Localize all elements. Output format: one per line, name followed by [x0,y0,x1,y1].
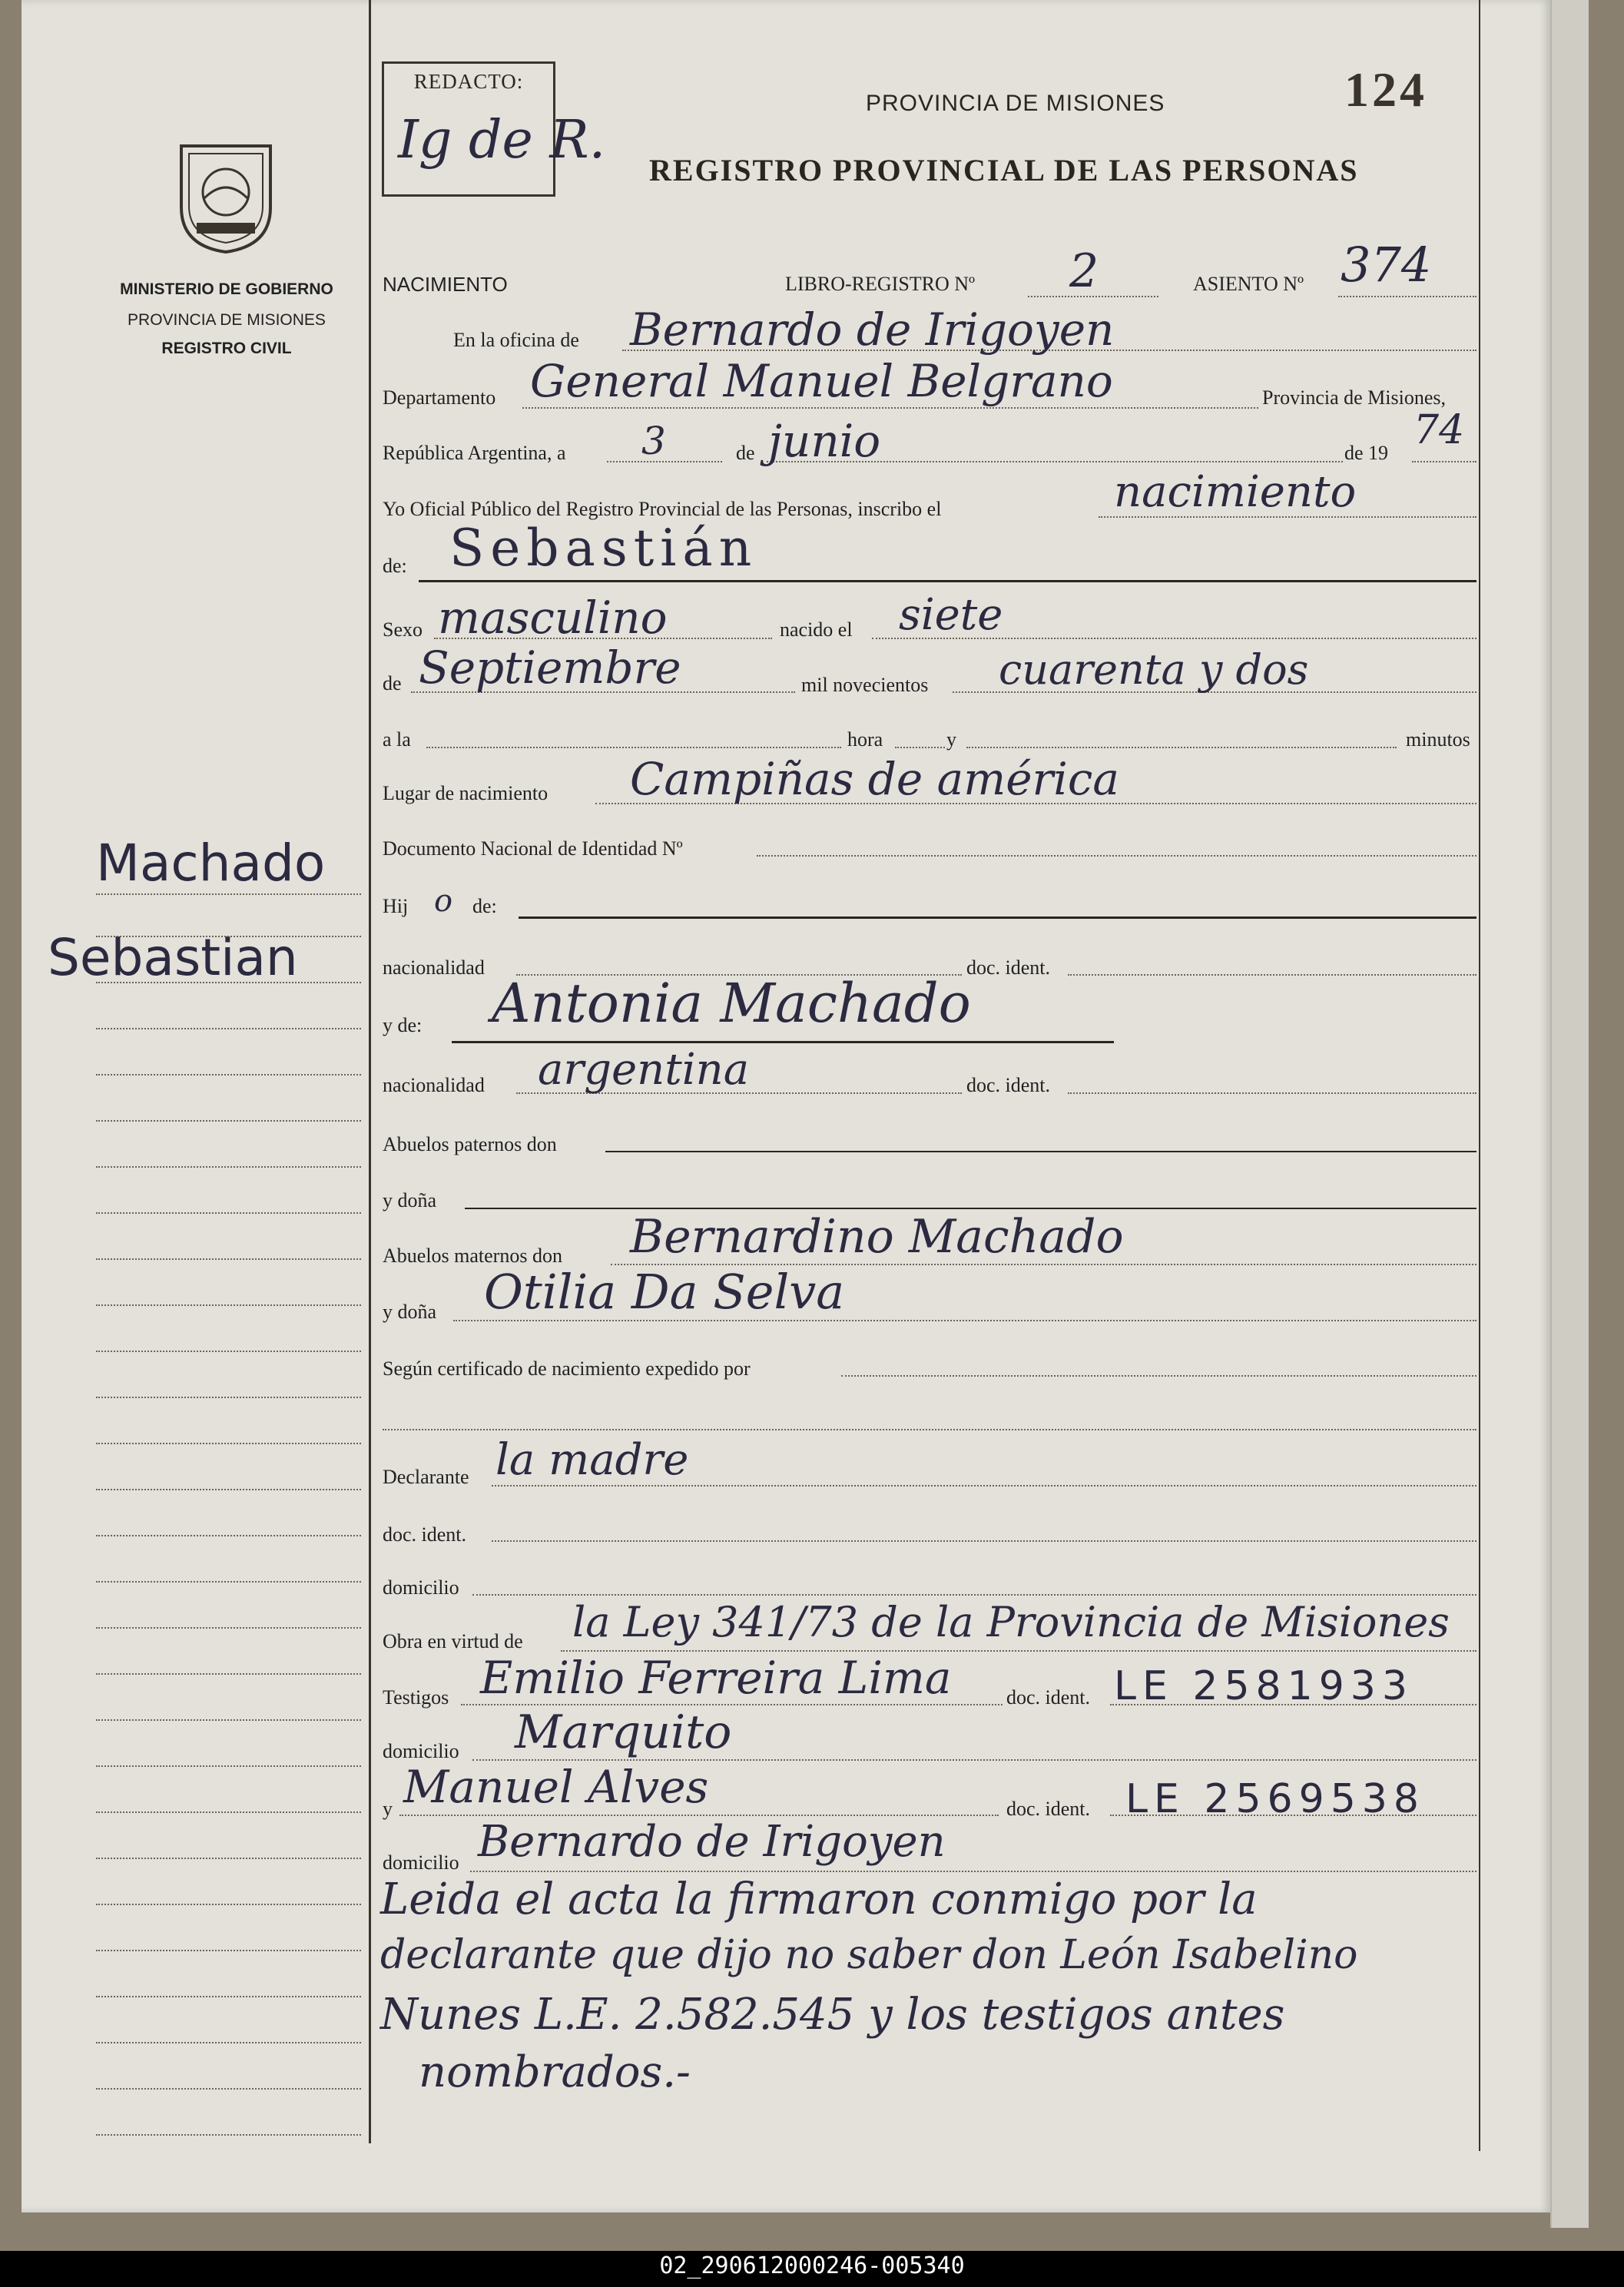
madre-value: Antonia Machado [492,972,971,1035]
doc-ident-testigo1-label: doc. ident. [1006,1686,1091,1709]
inscribo-label: Yo Oficial Público del Registro Provincial de las Personas, inscribo el [383,498,942,520]
abuelos-maternos-label: Abuelos maternos don [383,1245,562,1267]
page-number: 124 [1344,62,1427,117]
mes-nac-label: de [383,672,402,694]
nacionalidad-madre-label: nacionalidad [383,1074,485,1096]
testigo1-domicilio-value: Marquito [515,1705,732,1759]
mes-nac-value: Septiembre [419,641,681,694]
note-line-1: Leida el acta la firmaron conmigo por la [380,1874,1258,1924]
testigo2-label: y [383,1798,393,1820]
asiento-label: ASIENTO Nº [1193,273,1304,295]
dni-label: Documento Nacional de Identidad Nº [383,837,683,860]
ministry-title: MINISTERIO DE GOBIERNO [120,280,333,298]
redacto-box [382,61,606,197]
doc-ident-declarante-label: doc. ident. [383,1523,467,1546]
hijo-suffix-value: o [434,883,453,919]
y-label: y [946,728,956,751]
republica-label: República Argentina, a [383,442,566,464]
registry-heading: REGISTRO PROVINCIAL DE LAS PERSONAS [649,153,1359,187]
province-heading: PROVINCIA DE MISIONES [866,91,1165,116]
domicilio-declarante-label: domicilio [383,1576,459,1599]
de-label: de [736,442,755,464]
obra-value: la Ley 341/73 de la Provincia de Misiones [572,1598,1450,1646]
day-value: 3 [641,419,666,463]
anio-nac-value: cuarenta y dos [999,645,1309,694]
obra-label: Obra en virtud de [383,1630,523,1652]
inscripcion-value: nacimiento [1114,467,1357,517]
abuelos-paternos-label: Abuelos paternos don [383,1133,557,1155]
sexo-label: Sexo [383,618,423,641]
abuela-materna-value: Otilia Da Selva [484,1264,845,1320]
segun-label: Según certificado de nacimiento expedido por [383,1357,751,1380]
abuela-paterna-label: y doña [383,1189,437,1211]
declarante-label: Declarante [383,1466,469,1488]
margin-surname: Machado [96,834,326,893]
abuelo-materno-value: Bernardino Machado [630,1210,1124,1264]
image-id-label: 02_290612000246-005340 [659,2252,965,2279]
nombre-value: Sebastián [449,519,758,578]
year-value: 74 [1414,407,1465,453]
doc-ident-madre-label: doc. ident. [966,1074,1051,1096]
lugar-label: Lugar de nacimiento [383,782,549,804]
nacionalidad-madre-value: argentina [538,1045,750,1095]
redacto-value: Ig de R. [398,110,606,171]
minutos-label: minutos [1406,728,1470,751]
nacido-value: siete [899,590,1003,640]
nombre-label: de: [383,555,407,577]
ministry-province: PROVINCIA DE MISIONES [128,311,326,329]
year-prefix-label: de 19 [1344,442,1389,464]
testigo1-doc-value: LE 2581933 [1114,1663,1414,1709]
abuela-materna-label: y doña [383,1301,437,1323]
hijo-de-label: de: [472,895,497,917]
margin-divider [369,0,371,2143]
asiento-value: 374 [1341,237,1432,293]
doc-ident-testigo2-label: doc. ident. [1006,1798,1091,1820]
libro-label: LIBRO-REGISTRO Nº [785,273,976,295]
oficina-label: En la oficina de [453,329,579,351]
testigo2-domicilio-value: Bernardo de Irigoyen [478,1817,946,1867]
testigo1-value: Emilio Ferreira Lima [480,1652,952,1704]
provincial-seal-icon [174,138,278,254]
departamento-value: General Manuel Belgrano [530,355,1113,407]
testigos-label: Testigos [383,1686,449,1709]
note-line-4: nombrados.- [419,2047,691,2097]
page-edge [1550,0,1589,2228]
hijo-label: Hij [383,895,409,917]
provincia-label: Provincia de Misiones, [1262,386,1447,409]
ministry-registry: REGISTRO CIVIL [161,340,292,357]
testigo2-value: Manuel Alves [403,1761,709,1813]
domicilio-testigo2-label: domicilio [383,1851,459,1874]
note-line-3: Nunes L.E. 2.582.545 y los testigos antes [380,1990,1285,2040]
note-line-2: declarante que dijo no saber don León Isabelino [380,1932,1358,1978]
nacido-label: nacido el [780,618,853,641]
mil-label: mil novecientos [801,674,929,696]
departamento-label: Departamento [383,386,496,409]
doc-ident-padre-label: doc. ident. [966,956,1051,979]
lugar-value: Campiñas de américa [630,753,1119,805]
a-la-label: a la [383,728,411,751]
section-birth-label: NACIMIENTO [383,273,508,296]
declarante-value: la madre [495,1435,689,1485]
domicilio-testigo1-label: domicilio [383,1740,459,1762]
month-value: junio [768,415,881,467]
oficina-value: Bernardo de Irigoyen [630,303,1115,356]
testigo2-doc-value: LE 2569538 [1125,1776,1425,1822]
redacto-label: REDACTO: [413,70,524,93]
nacionalidad-padre-label: nacionalidad [383,956,485,979]
sexo-value: masculino [438,592,668,644]
madre-label: y de: [383,1014,423,1036]
right-border [1479,0,1480,2151]
margin-given-name: Sebastian [48,928,298,987]
libro-value: 2 [1069,244,1099,298]
hora-label: hora [847,728,883,751]
